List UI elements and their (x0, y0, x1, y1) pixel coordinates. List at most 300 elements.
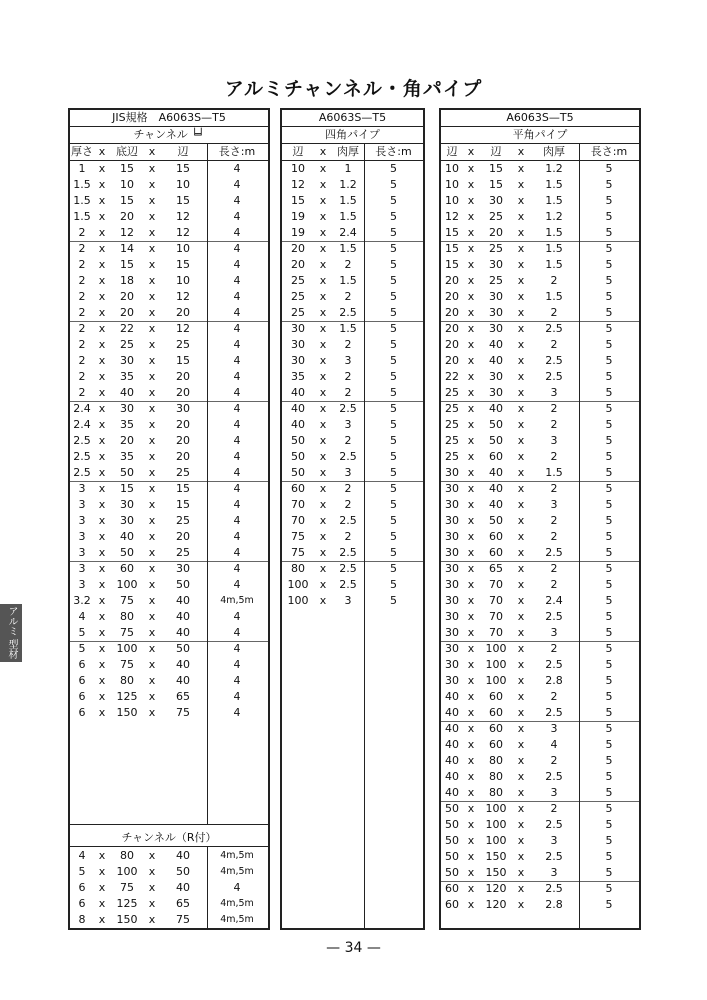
channel-cell: x (148, 498, 156, 511)
square-cell: x (319, 578, 327, 591)
flat-cell: 3 (550, 626, 558, 639)
square-name: 四角パイプ (282, 127, 423, 144)
square-cell: 1.5 (339, 322, 357, 335)
flat-cell: x (467, 834, 475, 847)
flat-cell: 60 (489, 690, 503, 703)
channel-r-cell: x (98, 849, 106, 862)
flat-row (441, 545, 639, 561)
square-row (282, 433, 423, 449)
flat-row (441, 689, 639, 705)
square-row (282, 161, 423, 177)
channel-cell: x (98, 450, 106, 463)
flat-cell: x (467, 530, 475, 543)
square-cell: 19 (291, 226, 305, 239)
flat-cell: x (467, 258, 475, 271)
flat-cell: 22 (445, 370, 459, 383)
square-cell: 5 (390, 354, 397, 367)
square-cell: 5 (390, 418, 397, 431)
channel-cell: 15 (176, 354, 190, 367)
channel-row (70, 353, 268, 369)
channel-cell: 2 (78, 354, 86, 367)
channel-cell: 20 (176, 370, 190, 383)
channel-cell: x (148, 386, 156, 399)
channel-group-separator (70, 321, 268, 322)
flat-cell: 5 (605, 562, 613, 575)
flat-cell: 60 (445, 882, 459, 895)
flat-cell: 2.4 (545, 594, 563, 607)
channel-cell: x (148, 226, 156, 239)
flat-cell: 2 (550, 754, 558, 767)
flat-cell: 50 (445, 818, 459, 831)
flat-cell: 5 (605, 290, 613, 303)
flat-group-separator (441, 881, 639, 882)
channel-cell: 50 (120, 466, 134, 479)
channel-row (70, 385, 268, 401)
channel-cell: 3 (78, 514, 86, 527)
channel-cell: x (98, 210, 106, 223)
square-group-separator (282, 481, 423, 482)
channel-cell: 4 (233, 402, 241, 415)
square-cell: x (319, 306, 327, 319)
square-cell: 5 (390, 530, 397, 543)
flat-cell: 2.5 (545, 818, 563, 831)
flat-cell: x (467, 450, 475, 463)
square-row (282, 593, 423, 609)
channel-cell: 4 (233, 274, 241, 287)
channel-row (70, 177, 268, 193)
channel-header-cell: x (148, 145, 156, 158)
channel-cell: 3 (78, 482, 86, 495)
square-cell: x (319, 226, 327, 239)
flat-cell: 2 (550, 450, 558, 463)
square-cell: 2 (344, 386, 352, 399)
square-cell: 1.5 (339, 194, 357, 207)
flat-cell: 5 (605, 226, 613, 239)
channel-cell: x (98, 354, 106, 367)
flat-group-separator (441, 801, 639, 802)
channel-row (70, 161, 268, 177)
flat-cell: 12 (445, 210, 459, 223)
flat-cell: 5 (605, 754, 613, 767)
square-cell: x (319, 322, 327, 335)
flat-cell: 5 (605, 690, 613, 703)
channel-cell: 80 (120, 674, 134, 687)
channel-row (70, 305, 268, 321)
square-cell: x (319, 354, 327, 367)
channel-cell: x (98, 546, 106, 559)
flat-cell: x (517, 178, 525, 191)
flat-cell: 40 (489, 498, 503, 511)
channel-cell: 12 (176, 322, 190, 335)
flat-cell: 3 (550, 498, 558, 511)
channel-cell: 4 (233, 546, 241, 559)
flat-row (441, 161, 639, 177)
channel-cell: x (148, 242, 156, 255)
square-cell: 3 (344, 466, 352, 479)
square-spec: A6063S—T5 (282, 110, 423, 127)
channel-row (70, 513, 268, 529)
flat-cell: 4 (550, 738, 558, 751)
channel-row (70, 689, 268, 705)
channel-cell: 4 (233, 194, 241, 207)
channel-cell: 10 (176, 274, 190, 287)
flat-group-separator (441, 561, 639, 562)
flat-cell: 150 (485, 866, 507, 879)
square-cell: 5 (390, 162, 397, 175)
flat-cell: 5 (605, 610, 613, 623)
flat-spec: A6063S—T5 (441, 110, 639, 127)
flat-cell: 2 (550, 274, 558, 287)
flat-cell: 40 (445, 722, 459, 735)
flat-cell: 1.5 (545, 466, 563, 479)
channel-cell: 4 (233, 306, 241, 319)
channel-cell: x (98, 482, 106, 495)
square-cell: 30 (291, 354, 305, 367)
flat-cell: 5 (605, 434, 613, 447)
channel-row (70, 529, 268, 545)
flat-row (441, 801, 639, 817)
square-cell: 5 (390, 450, 397, 463)
channel-cell: 40 (120, 530, 134, 543)
flat-cell: x (517, 386, 525, 399)
flat-cell: x (517, 530, 525, 543)
channel-cell: 2.5 (73, 450, 91, 463)
channel-cell: 15 (120, 162, 134, 175)
square-cell: 5 (390, 482, 397, 495)
channel-cell: 20 (176, 434, 190, 447)
channel-group-separator (70, 561, 268, 562)
square-header-cell: x (319, 145, 327, 158)
channel-r-row (70, 864, 268, 880)
flat-cell: 30 (445, 642, 459, 655)
flat-cell: 80 (489, 754, 503, 767)
square-row (282, 305, 423, 321)
channel-cell: x (98, 466, 106, 479)
channel-cell: 35 (120, 370, 134, 383)
channel-header-cell: 長さ:m (218, 145, 256, 158)
flat-cell: 5 (605, 818, 613, 831)
flat-group-separator (441, 321, 639, 322)
flat-pipe-table (439, 108, 641, 930)
channel-cell: 15 (120, 194, 134, 207)
flat-cell: 5 (605, 514, 613, 527)
flat-cell: 2.5 (545, 354, 563, 367)
square-cell: 1.5 (339, 242, 357, 255)
square-row (282, 513, 423, 529)
channel-cell: x (148, 322, 156, 335)
flat-cell: x (517, 882, 525, 895)
flat-cell: 2 (550, 306, 558, 319)
channel-cell: 4 (233, 626, 241, 639)
flat-row (441, 465, 639, 481)
square-cell: 1.2 (339, 178, 357, 191)
flat-cell: 20 (445, 274, 459, 287)
flat-row (441, 401, 639, 417)
flat-cell: x (517, 418, 525, 431)
flat-cell: 20 (445, 306, 459, 319)
square-cell: x (319, 562, 327, 575)
channel-row (70, 593, 268, 609)
flat-cell: 2 (550, 338, 558, 351)
flat-cell: 1.5 (545, 226, 563, 239)
flat-cell: 30 (445, 610, 459, 623)
flat-cell: 50 (489, 514, 503, 527)
flat-cell: 5 (605, 386, 613, 399)
flat-cell: x (467, 738, 475, 751)
flat-cell: 30 (445, 658, 459, 671)
channel-r-length-divider (207, 847, 208, 928)
flat-cell: 70 (489, 594, 503, 607)
channel-cell: x (98, 626, 106, 639)
channel-cell: 15 (120, 482, 134, 495)
channel-header-cell: 厚さ (71, 145, 93, 158)
flat-row (441, 193, 639, 209)
channel-cell: 15 (176, 498, 190, 511)
channel-cell: 25 (120, 338, 134, 351)
channel-cell: x (98, 418, 106, 431)
flat-cell: x (517, 290, 525, 303)
flat-row (441, 577, 639, 593)
channel-cell: x (148, 530, 156, 543)
flat-row (441, 721, 639, 737)
channel-row (70, 481, 268, 497)
flat-cell: 20 (445, 322, 459, 335)
flat-cell: 65 (489, 562, 503, 575)
channel-r-cell: x (148, 849, 156, 862)
flat-cell: 25 (489, 274, 503, 287)
channel-cell: 100 (116, 642, 138, 655)
flat-row (441, 705, 639, 721)
channel-cell: 60 (120, 562, 134, 575)
square-cell: 2 (344, 290, 352, 303)
channel-cell: x (148, 690, 156, 703)
square-row (282, 385, 423, 401)
square-row (282, 353, 423, 369)
flat-header-cell: x (517, 145, 525, 158)
flat-cell: 100 (485, 642, 507, 655)
square-cell: x (319, 594, 327, 607)
flat-length-divider (579, 144, 580, 928)
flat-cell: 40 (489, 466, 503, 479)
flat-cell: 3 (550, 722, 558, 735)
square-cell: 2 (344, 434, 352, 447)
square-cell: 1 (344, 162, 352, 175)
channel-r-cell: x (148, 881, 156, 894)
channel-cell: 25 (176, 546, 190, 559)
channel-cell: 20 (120, 290, 134, 303)
flat-cell: x (517, 194, 525, 207)
flat-cell: 1.5 (545, 258, 563, 271)
square-cell: 5 (390, 370, 397, 383)
square-cell: x (319, 370, 327, 383)
square-cell: 25 (291, 290, 305, 303)
channel-row (70, 497, 268, 513)
channel-cell: 14 (120, 242, 134, 255)
flat-cell: 120 (485, 882, 507, 895)
flat-cell: 2.5 (545, 658, 563, 671)
flat-cell: x (517, 866, 525, 879)
flat-row (441, 785, 639, 801)
channel-cell: 2.5 (73, 466, 91, 479)
flat-cell: 25 (445, 434, 459, 447)
channel-cell: x (98, 370, 106, 383)
page-number: — 34 — (326, 940, 381, 956)
channel-cell: 35 (120, 418, 134, 431)
channel-cell: 25 (176, 514, 190, 527)
square-cell: 5 (390, 546, 397, 559)
flat-cell: 30 (445, 530, 459, 543)
square-group-separator (282, 401, 423, 402)
flat-cell: x (467, 690, 475, 703)
square-cell: 5 (390, 322, 397, 335)
flat-cell: x (517, 754, 525, 767)
flat-cell: x (517, 402, 525, 415)
square-cell: 19 (291, 210, 305, 223)
flat-cell: 20 (445, 290, 459, 303)
channel-row (70, 705, 268, 721)
flat-cell: 5 (605, 306, 613, 319)
flat-cell: 15 (445, 258, 459, 271)
flat-cell: x (467, 898, 475, 911)
channel-cell: 4 (233, 338, 241, 351)
channel-cell: 12 (176, 226, 190, 239)
flat-cell: x (517, 354, 525, 367)
flat-group-separator (441, 641, 639, 642)
channel-cell: 20 (176, 306, 190, 319)
channel-cell: 30 (176, 402, 190, 415)
channel-r-row (70, 848, 268, 864)
square-row (282, 561, 423, 577)
channel-cell: 4 (233, 482, 241, 495)
square-cell: x (319, 498, 327, 511)
channel-cell: 15 (176, 482, 190, 495)
square-cell: x (319, 418, 327, 431)
square-cell: 2 (344, 482, 352, 495)
flat-cell: x (517, 338, 525, 351)
channel-cell: 40 (176, 594, 190, 607)
channel-cell: 35 (120, 450, 134, 463)
channel-cell: x (148, 306, 156, 319)
flat-cell: 30 (489, 290, 503, 303)
flat-row (441, 753, 639, 769)
channel-cell: 50 (176, 642, 190, 655)
square-cell: 5 (390, 594, 397, 607)
channel-r-cell: 4m,5m (220, 914, 254, 925)
flat-cell: x (467, 882, 475, 895)
square-cell: x (319, 514, 327, 527)
flat-cell: 5 (605, 530, 613, 543)
flat-cell: 2 (550, 562, 558, 575)
channel-r-divider (70, 824, 268, 825)
channel-cell: 12 (176, 210, 190, 223)
channel-cell: 75 (120, 626, 134, 639)
flat-row (441, 497, 639, 513)
flat-cell: 2.5 (545, 850, 563, 863)
square-group-separator (282, 241, 423, 242)
flat-cell: 5 (605, 578, 613, 591)
square-cell: 2 (344, 530, 352, 543)
square-cell: 2.5 (339, 306, 357, 319)
channel-row (70, 401, 268, 417)
channel-cell: 12 (120, 226, 134, 239)
square-cell: 50 (291, 434, 305, 447)
square-cell: 100 (287, 578, 309, 591)
square-cell: 80 (291, 562, 305, 575)
channel-r-cell: 5 (78, 865, 86, 878)
flat-cell: 2 (550, 530, 558, 543)
flat-cell: x (517, 562, 525, 575)
channel-r-cell: 4m,5m (220, 850, 254, 861)
channel-cell: x (148, 546, 156, 559)
flat-cell: x (517, 786, 525, 799)
square-cell: 2 (344, 258, 352, 271)
square-cell: x (319, 210, 327, 223)
flat-cell: x (467, 562, 475, 575)
channel-table (68, 108, 270, 930)
channel-cell: 4 (233, 690, 241, 703)
channel-cell: x (98, 226, 106, 239)
flat-cell: x (467, 242, 475, 255)
square-cell: 2.5 (339, 450, 357, 463)
flat-cell: x (517, 274, 525, 287)
flat-cell: x (517, 210, 525, 223)
channel-cell: 4 (233, 450, 241, 463)
flat-cell: x (467, 306, 475, 319)
channel-r-cell: 4m,5m (220, 898, 254, 909)
flat-row (441, 769, 639, 785)
flat-cell: 20 (445, 338, 459, 351)
channel-cell: 2.4 (73, 418, 91, 431)
square-cell: 3 (344, 418, 352, 431)
channel-cell: 4 (233, 418, 241, 431)
flat-group-separator (441, 401, 639, 402)
channel-cell: 1.5 (73, 210, 91, 223)
square-cell: 2.5 (339, 514, 357, 527)
flat-cell: 25 (445, 402, 459, 415)
flat-cell: 5 (605, 738, 613, 751)
flat-cell: x (467, 770, 475, 783)
flat-cell: x (467, 706, 475, 719)
flat-cell: x (467, 482, 475, 495)
channel-row (70, 337, 268, 353)
channel-cell: x (98, 514, 106, 527)
square-row (282, 465, 423, 481)
flat-cell: x (467, 386, 475, 399)
square-cell: x (319, 402, 327, 415)
square-cell: 30 (291, 322, 305, 335)
flat-cell: x (517, 546, 525, 559)
channel-cell: 3 (78, 530, 86, 543)
channel-cell: 3 (78, 578, 86, 591)
flat-cell: 1.5 (545, 194, 563, 207)
flat-cell: 30 (445, 562, 459, 575)
flat-cell: 5 (605, 162, 613, 175)
flat-cell: 3 (550, 786, 558, 799)
flat-name: 平角パイプ (441, 127, 639, 144)
channel-cell: 2 (78, 338, 86, 351)
channel-cell: x (148, 658, 156, 671)
channel-r-cell: 80 (120, 849, 134, 862)
channel-cell: 10 (176, 242, 190, 255)
flat-cell: 30 (445, 674, 459, 687)
flat-cell: 1.5 (545, 178, 563, 191)
channel-cell: x (148, 578, 156, 591)
flat-cell: 40 (445, 738, 459, 751)
flat-cell: 5 (605, 642, 613, 655)
square-cell: x (319, 530, 327, 543)
flat-cell: 5 (605, 770, 613, 783)
flat-cell: 10 (445, 162, 459, 175)
